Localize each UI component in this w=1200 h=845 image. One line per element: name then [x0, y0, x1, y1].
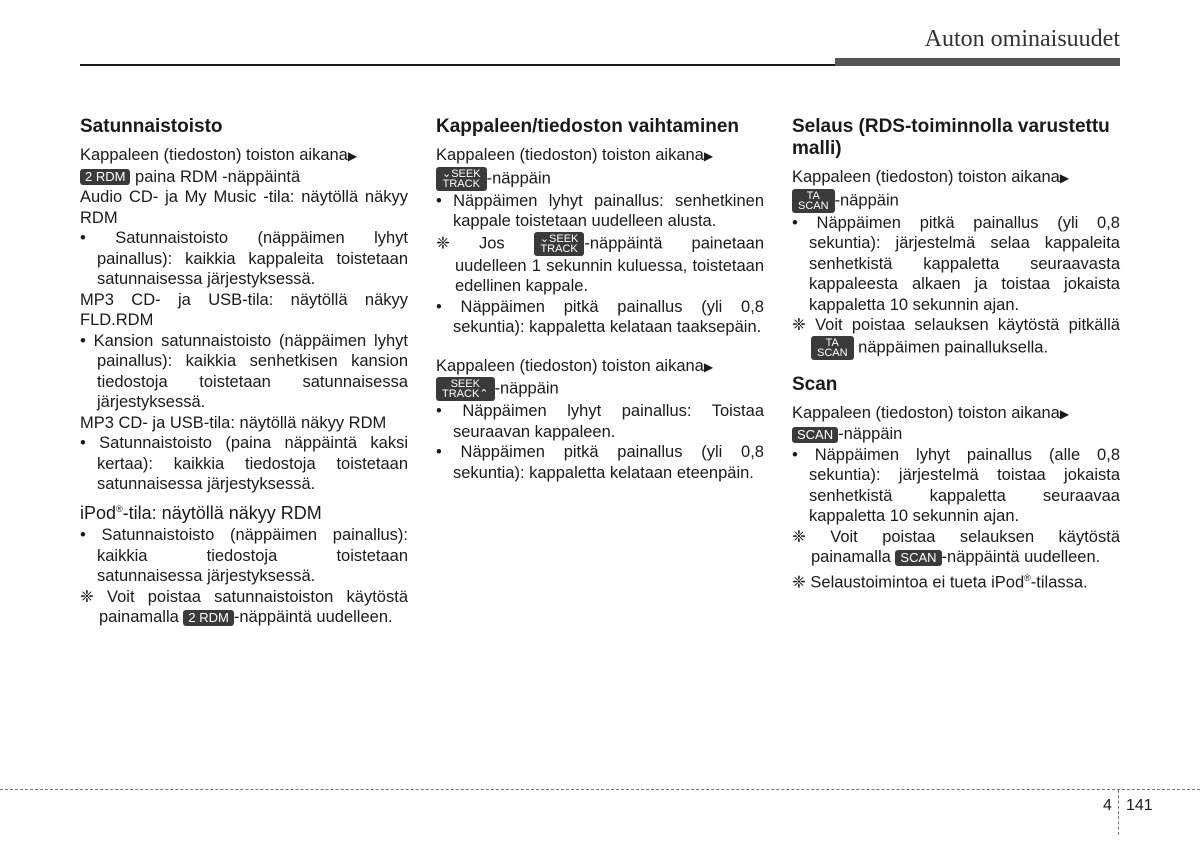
text: ❈ Voit poistaa satunnaistoiston käytöstä painamalla	[80, 587, 408, 626]
paragraph: Audio CD- ja My Music -tila: näytöllä näkyy RDM	[80, 188, 408, 227]
text: -näppäintä uudelleen.	[233, 608, 393, 626]
note	[792, 315, 1120, 360]
column-track-change	[436, 116, 764, 483]
bullet: • Satunnaistoisto (näppäimen painallus): kaikkia tiedostoja toistetaan satunnaisessa järjestyksessä.	[80, 526, 408, 585]
ta-scan-key-icon: TA SCAN	[792, 189, 835, 213]
bullet: • Näppäimen pitkä painallus (yli 0,8 sekuntia): kappaletta kelataan taaksepäin.	[436, 297, 764, 336]
seek-down-key-icon: ⌄SEEK TRACK	[436, 167, 487, 191]
bullet: • Satunnaistoisto (paina näppäintä kaksi kertaa): kaikkia tiedostoja toistetaan satunnaisessa järjestyksessä.	[80, 434, 408, 493]
text: iPod	[80, 502, 117, 523]
bullet: • Näppäimen pitkä painallus (yli 0,8 sekuntia): järjestelmä selaa kappaleita senhetkistä kappaletta seuraavasta kappaleesta alkaen ja toistaa jokaista kappaletta 10 sekunnin ajan.	[792, 213, 1120, 314]
paragraph	[792, 403, 1120, 445]
heading-browse: Selaus (RDS-toiminnolla varustettu malli)	[792, 116, 1110, 159]
header-bar	[835, 58, 1120, 66]
bullet: • Näppäimen pitkä painallus (yli 0,8 sekuntia): kappaletta kelataan eteenpäin.	[436, 443, 764, 482]
footer-rule	[0, 789, 1200, 790]
text: ❈ Voit poistaa selauksen käytöstä painamalla	[792, 527, 1120, 566]
arrow-right-icon: ▶	[1059, 406, 1070, 421]
bullet: • Kansion satunnaistoisto (näppäimen lyhyt painallus): kaikkia senhetkisen kansion tiedostoja toistetaan satunnaisessa järjestyksessä.	[80, 331, 408, 411]
spacer	[436, 338, 764, 356]
bullet: • Näppäimen lyhyt painallus: senhetkinen kappale toistetaan uudelleen alusta.	[436, 191, 764, 230]
text: ❈ Voit poistaa selauksen käytöstä pitkällä	[792, 316, 1120, 334]
note	[792, 527, 1120, 568]
page-number: 141	[1126, 797, 1153, 814]
text: Kappaleen (tiedoston) toiston aikana	[80, 146, 348, 164]
text: -tilassa.	[1030, 573, 1088, 591]
arrow-right-icon: ▶	[703, 359, 714, 374]
seek-up-key-icon: SEEK TRACK⌃	[436, 377, 495, 401]
paragraph	[792, 167, 1120, 213]
rdm-key-icon: 2 RDM	[183, 610, 233, 626]
note: ❈ Selaustoimintoa ei tueta iPod®-tilassa.	[792, 572, 1088, 591]
paragraph: MP3 CD- ja USB-tila: näytöllä näkyy RDM	[80, 413, 387, 432]
column-random-play	[80, 116, 408, 628]
subheading-ipod: iPod®-tila: näytöllä näkyy RDM	[80, 502, 322, 523]
text: ❈ Selaustoimintoa ei tueta iPod	[792, 573, 1025, 591]
key-label: SEEK TRACK	[442, 167, 481, 190]
arrow-right-icon: ▶	[1059, 171, 1070, 185]
ta-scan-key-icon: TA SCAN	[811, 336, 854, 360]
text: -näppäin	[494, 379, 559, 398]
arrow-right-icon: ▶	[703, 149, 714, 163]
key-label: SEEK TRACK	[540, 232, 579, 255]
paragraph	[436, 145, 764, 191]
bullet: • Näppäimen lyhyt painallus: Toistaa seuraavan kappaleen.	[436, 402, 764, 441]
footer-divider	[1118, 790, 1120, 835]
text: -näppäin	[486, 168, 551, 187]
text: paina RDM -näppäintä	[135, 167, 301, 186]
column-scan	[792, 116, 1120, 593]
text: -näppäintä painetaan uudelleen 1 sekunnin kuluessa, toistetaan edellinen kappale.	[455, 233, 764, 295]
heading-random-play: Satunnaistoisto	[80, 116, 223, 137]
seek-down-key-icon: ⌄SEEK TRACK	[534, 232, 585, 256]
key-label: SEEK TRACK	[442, 378, 480, 400]
text: ❈ Jos	[436, 233, 505, 252]
text: -näppäin	[838, 425, 903, 443]
scan-key-icon: SCAN	[792, 427, 838, 443]
text: näppäimen painalluksella.	[858, 337, 1049, 356]
paragraph: MP3 CD- ja USB-tila: näytöllä näkyy FLD.RDM	[80, 290, 408, 329]
text: Kappaleen (tiedoston) toiston aikana	[436, 356, 704, 375]
text: -näppäintä uudelleen.	[941, 548, 1101, 566]
header-title: Auton ominaisuudet	[924, 26, 1120, 52]
paragraph	[80, 145, 408, 187]
note	[436, 232, 764, 297]
text: Kappaleen (tiedoston) toiston aikana	[436, 146, 704, 164]
note	[80, 587, 408, 628]
arrow-right-icon: ▶	[347, 149, 358, 163]
heading-scan: Scan	[792, 373, 838, 395]
rdm-key-icon: 2 RDM	[80, 169, 130, 185]
section-number: 4	[1103, 797, 1112, 814]
bullet: • Näppäimen lyhyt painallus (alle 0,8 sekuntia): järjestelmä toistaa jokaista senhetkistä kappaletta seuraavaa kappaletta 10 sekunnin ajan.	[792, 445, 1120, 525]
text: -näppäin	[834, 190, 899, 209]
text: Kappaleen (tiedoston) toiston aikana	[792, 168, 1060, 186]
heading-track-change: Kappaleen/tiedoston vaihtaminen	[436, 116, 739, 137]
text: Kappaleen (tiedoston) toiston aikana	[792, 403, 1060, 422]
header-rule	[80, 64, 835, 66]
bullet: • Satunnaistoisto (näppäimen lyhyt painallus): kaikkia kappaleita toistetaan satunnaisessa järjestyksessä.	[80, 229, 408, 288]
text: -tila: näytöllä näkyy RDM	[122, 502, 322, 523]
paragraph	[436, 356, 764, 402]
scan-key-icon: SCAN	[895, 550, 941, 566]
